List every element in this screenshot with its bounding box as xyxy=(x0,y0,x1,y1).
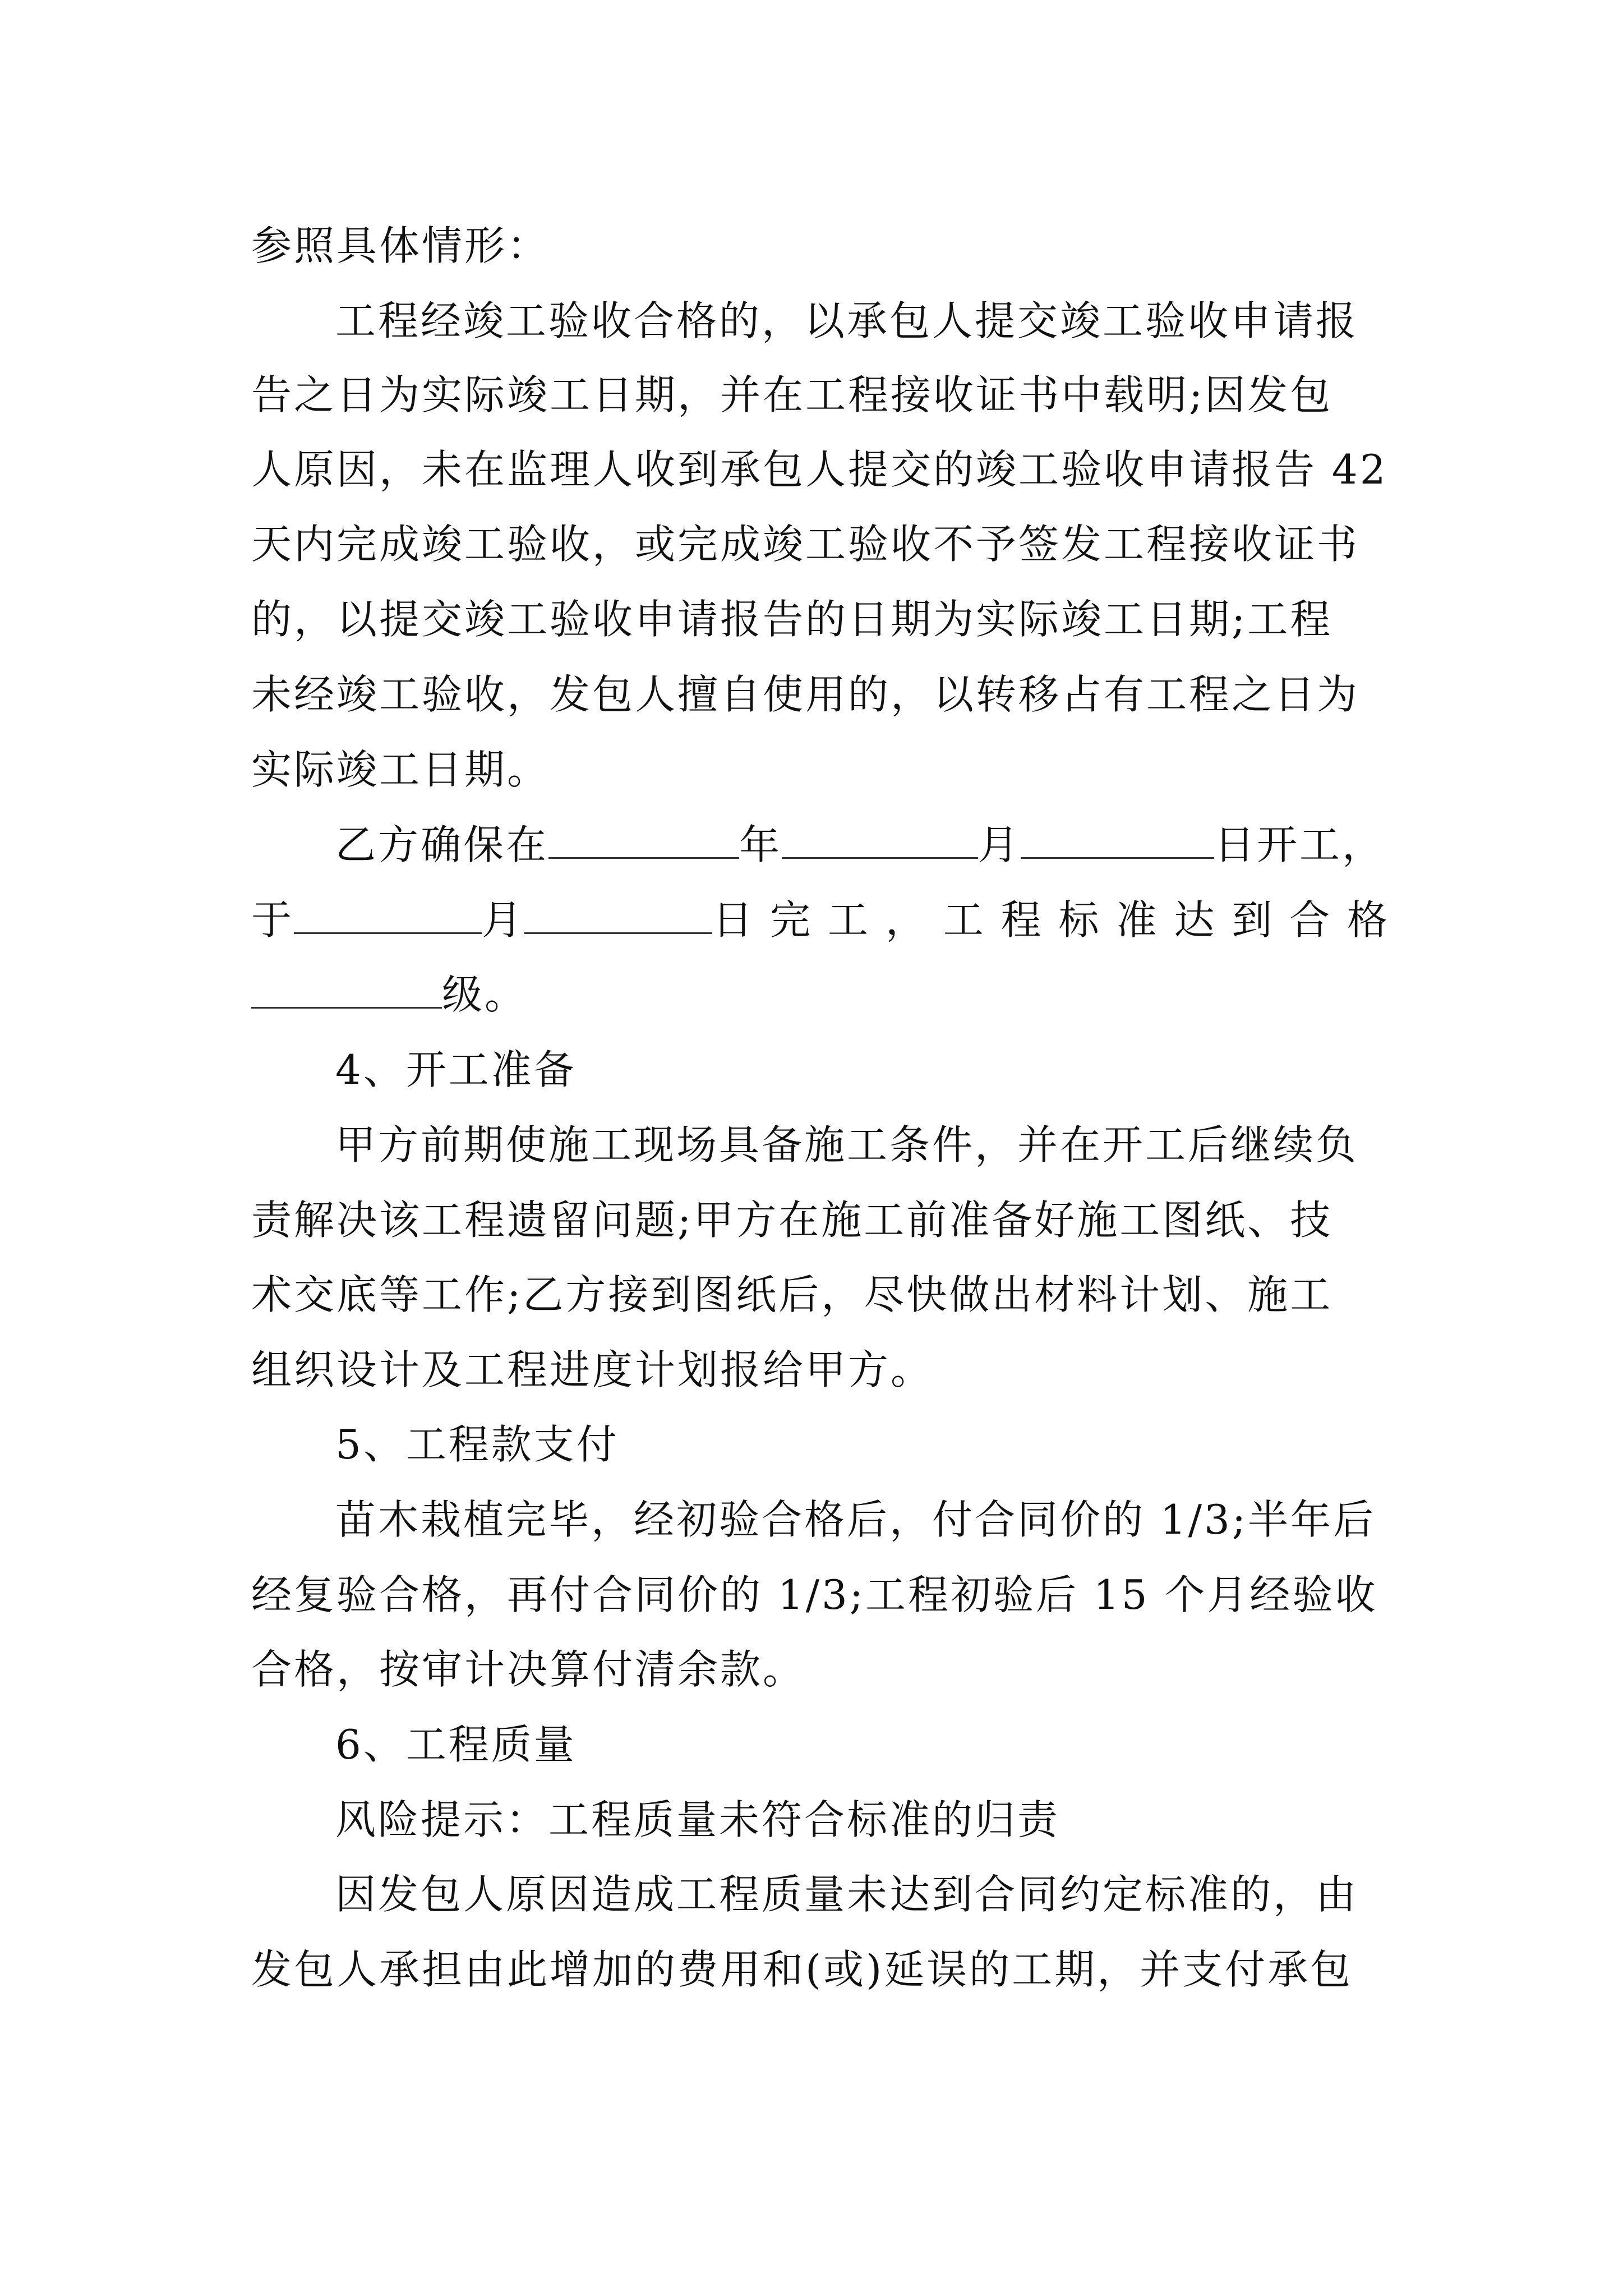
paragraph-line: 工程经竣工验收合格的，以承包人提交竣工验收申请报 xyxy=(335,297,1359,344)
schedule-line-3 xyxy=(251,967,1390,1023)
paragraph-line: 术交底等工作;乙方接到图纸后，尽快做出材料计划、施工 xyxy=(251,1271,1333,1318)
month-label-2: 月 xyxy=(482,896,525,944)
section-heading: 6、工程质量 xyxy=(335,1721,577,1768)
blank-day-end[interactable] xyxy=(524,896,712,934)
paragraph-line: 苗木栽植完毕，经初验合格后，付合同价的 1/3;半年后 xyxy=(335,1496,1376,1543)
paragraph-line: 甲方前期使施工现场具备施工条件，并在开工后继续负 xyxy=(335,1121,1359,1168)
paragraph-line: 合格，按审计决算付清余款。 xyxy=(251,1646,806,1693)
paragraph-line: 的，以提交竣工验收申请报告的日期为实际竣工日期;工程 xyxy=(251,596,1333,643)
section-heading: 5、工程款支付 xyxy=(335,1421,619,1468)
paragraph-line: 实际竣工日期。 xyxy=(251,746,550,793)
schedule-line-2 xyxy=(251,892,1390,948)
blank-year[interactable] xyxy=(548,821,739,859)
section-heading: 4、开工准备 xyxy=(335,1046,577,1093)
paragraph-line: 发包人承担由此增加的费用和(或)延误的工期，并支付承包 xyxy=(251,1946,1353,1993)
month-label: 月 xyxy=(978,821,1021,868)
paragraph-line: 人原因，未在监理人收到承包人提交的竣工验收申请报告 42 xyxy=(251,446,1388,493)
grade-label: 级。 xyxy=(442,971,528,1018)
schedule-prefix-2: 于 xyxy=(251,896,294,944)
blank-grade[interactable] xyxy=(251,971,442,1009)
paragraph-line: 组织设计及工程进度计划报给甲方。 xyxy=(251,1346,934,1393)
risk-note: 风险提示：工程质量未符合标准的归责 xyxy=(335,1796,1061,1843)
intro-line: 参照具体情形： xyxy=(251,222,550,269)
paragraph-line: 告之日为实际竣工日期，并在工程接收证书中载明;因发包 xyxy=(251,371,1333,418)
completion-text: 日 完 工 ， 工 程 标 准 达 到 合 格 xyxy=(712,896,1390,944)
day-start-label: 日开工， xyxy=(1214,821,1385,868)
paragraph-line: 责解决该工程遗留问题;甲方在施工前准备好施工图纸、技 xyxy=(251,1197,1333,1244)
year-label: 年 xyxy=(739,821,782,868)
schedule-prefix: 乙方确保在 xyxy=(335,821,549,868)
blank-month-start[interactable] xyxy=(782,821,978,859)
paragraph-line: 天内完成竣工验收，或完成竣工验收不予签发工程接收证书 xyxy=(251,521,1360,568)
paragraph-line: 经复验合格，再付合同价的 1/3;工程初验后 15 个月经验收 xyxy=(251,1571,1378,1618)
blank-day-start[interactable] xyxy=(1021,821,1214,859)
paragraph-line: 未经竣工验收，发包人擅自使用的，以转移占有工程之日为 xyxy=(251,671,1360,718)
schedule-line-1 xyxy=(335,817,1390,873)
blank-month-end[interactable] xyxy=(294,896,482,934)
paragraph-line: 因发包人原因造成工程质量未达到合同约定标准的，由 xyxy=(335,1871,1359,1918)
